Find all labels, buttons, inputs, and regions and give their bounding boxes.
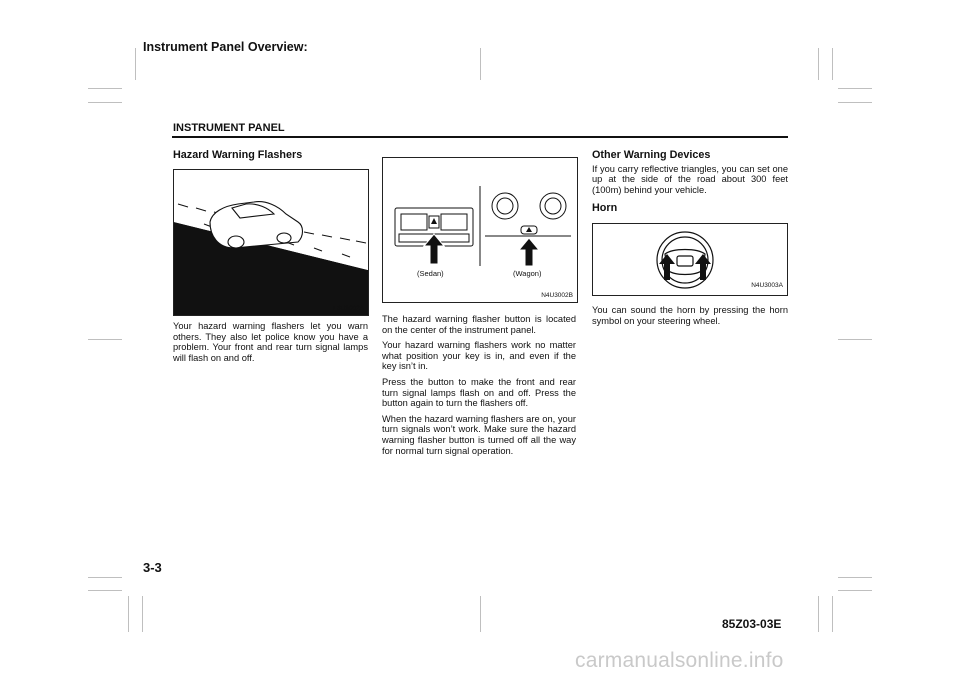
chapter-header: Instrument Panel Overview: bbox=[143, 40, 308, 54]
heading-hazard-flashers: Hazard Warning Flashers bbox=[173, 149, 303, 161]
crop-mark bbox=[818, 48, 819, 80]
crop-mark bbox=[128, 596, 129, 632]
crop-mark bbox=[135, 48, 136, 80]
watermark: carmanualsonline.info bbox=[575, 649, 784, 672]
header-rule bbox=[172, 136, 788, 138]
crop-mark bbox=[88, 88, 122, 89]
hazard-button-illustration bbox=[383, 158, 577, 302]
figure-hazard-button bbox=[382, 157, 578, 303]
crop-mark bbox=[838, 590, 872, 591]
figure-code: L3U3002A bbox=[333, 305, 364, 312]
paragraph: Your hazard warning flashers let you warn others. They also let police know you have a problem. Your front and rear turn signal lamps will flash on and off. bbox=[173, 321, 368, 363]
caption-sedan: (Sedan) bbox=[417, 269, 444, 278]
page-number: 3-3 bbox=[143, 560, 162, 575]
section-title: INSTRUMENT PANEL bbox=[173, 122, 285, 134]
crop-mark bbox=[88, 339, 122, 340]
paragraph: When the hazard warning flashers are on, your turn signals won’t work. Make sure the hazard warning flasher button is turned off all the way for normal turn signal operation. bbox=[382, 413, 576, 456]
column-horn-body bbox=[592, 305, 788, 331]
paragraph: Your hazard warning flashers work no matter what position your key is in, and even if the key isn’t in. bbox=[382, 340, 576, 372]
crop-mark bbox=[838, 102, 872, 103]
paragraph: Press the button to make the front and rear turn signal lamps flash on and off. Press the button again to turn the flashers off. bbox=[382, 376, 576, 409]
column-hazard-flashers-body bbox=[173, 321, 368, 368]
heading-other-warning-devices: Other Warning Devices bbox=[592, 149, 711, 161]
crop-mark bbox=[88, 102, 122, 103]
document-code: 85Z03-03E bbox=[722, 617, 782, 631]
figure-car-roadside bbox=[173, 169, 369, 316]
crop-mark bbox=[480, 596, 481, 632]
crop-mark bbox=[88, 590, 122, 591]
paragraph: You can sound the horn by pressing the horn symbol on your steering wheel. bbox=[592, 305, 788, 326]
crop-mark bbox=[838, 339, 872, 340]
crop-mark bbox=[832, 48, 833, 80]
crop-mark bbox=[832, 596, 833, 632]
crop-mark bbox=[142, 596, 143, 632]
caption-wagon: (Wagon) bbox=[513, 269, 542, 278]
figure-steering-wheel bbox=[592, 223, 788, 296]
paragraph: If you carry reflective triangles, you can set one up at the side of the road about 300 feet (100m) behind your vehicle. bbox=[592, 163, 788, 195]
heading-horn: Horn bbox=[592, 202, 618, 215]
figure-code: N4U3002B bbox=[541, 292, 573, 299]
column-hazard-button-body bbox=[382, 314, 576, 461]
crop-mark bbox=[838, 577, 872, 578]
column-hazard-flashers bbox=[173, 150, 368, 164]
column-warning-devices bbox=[592, 150, 788, 217]
crop-mark bbox=[88, 577, 122, 578]
paragraph: The hazard warning flasher button is located on the center of the instrument panel. bbox=[382, 314, 576, 335]
figure-code: N4U3003A bbox=[751, 282, 783, 289]
crop-mark bbox=[480, 48, 481, 80]
car-roadside-illustration bbox=[174, 170, 368, 315]
crop-mark bbox=[838, 88, 872, 89]
crop-mark bbox=[818, 596, 819, 632]
